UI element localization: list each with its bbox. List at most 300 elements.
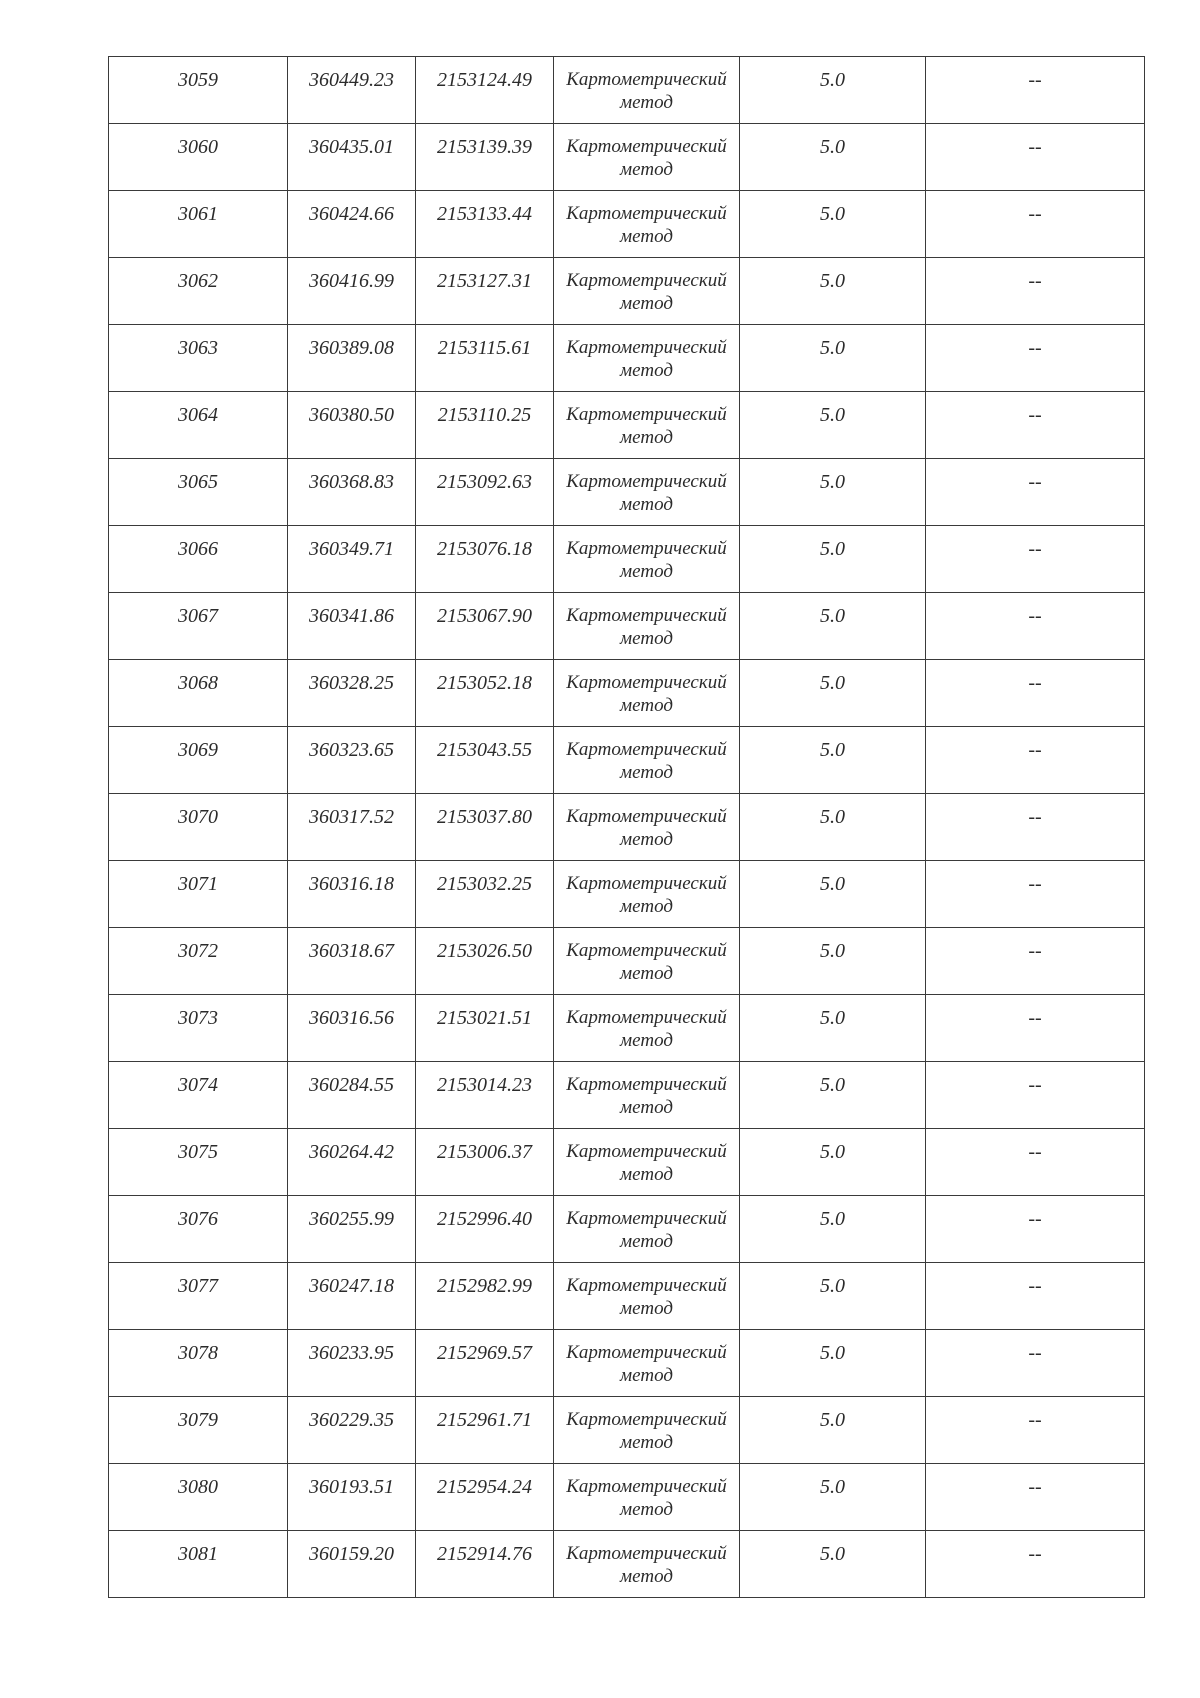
method-line-2: метод xyxy=(620,293,673,314)
method-cell xyxy=(554,1531,740,1598)
accuracy-value: 5.0 xyxy=(820,136,845,158)
note-cell xyxy=(926,1397,1145,1464)
method-line-2: метод xyxy=(620,1030,673,1051)
method-line-2: метод xyxy=(620,427,673,448)
note-value: -- xyxy=(1028,203,1042,225)
accuracy-value: 5.0 xyxy=(820,203,845,225)
x-coordinate-cell xyxy=(288,57,416,124)
method-text xyxy=(554,1531,739,1588)
point-number: 3062 xyxy=(178,270,218,292)
accuracy-cell xyxy=(740,1531,926,1598)
note-cell xyxy=(926,526,1145,593)
method-line-2: метод xyxy=(620,1097,673,1118)
method-line-2: метод xyxy=(620,1499,673,1520)
x-coordinate: 360264.42 xyxy=(309,1141,394,1163)
method-line-1: Картометрический xyxy=(566,605,727,626)
note-cell xyxy=(926,593,1145,660)
note-value: -- xyxy=(1028,69,1042,91)
x-coordinate: 360323.65 xyxy=(309,739,394,761)
y-coordinate: 2152969.57 xyxy=(437,1342,532,1364)
table-row xyxy=(109,593,1145,660)
y-coordinate: 2153115.61 xyxy=(437,337,532,359)
y-coordinate: 2153032.25 xyxy=(437,873,532,895)
coordinates-table-body xyxy=(109,57,1145,1598)
method-text xyxy=(554,325,739,382)
note-value: -- xyxy=(1028,1409,1042,1431)
document-page xyxy=(108,56,1144,1598)
method-line-1: Картометрический xyxy=(566,1409,727,1430)
x-coordinate-cell xyxy=(288,459,416,526)
point-number-cell xyxy=(109,1129,288,1196)
method-line-2: метод xyxy=(620,92,673,113)
note-cell xyxy=(926,660,1145,727)
method-line-1: Картометрический xyxy=(566,538,727,559)
method-text xyxy=(554,660,739,717)
accuracy-cell xyxy=(740,1397,926,1464)
point-number-cell xyxy=(109,392,288,459)
method-cell xyxy=(554,526,740,593)
x-coordinate-cell xyxy=(288,1196,416,1263)
note-cell xyxy=(926,124,1145,191)
accuracy-cell xyxy=(740,1464,926,1531)
table-row xyxy=(109,1531,1145,1598)
x-coordinate: 360159.20 xyxy=(309,1543,394,1565)
accuracy-cell xyxy=(740,995,926,1062)
y-coordinate-cell xyxy=(416,1129,554,1196)
accuracy-cell xyxy=(740,191,926,258)
method-cell xyxy=(554,1263,740,1330)
table-row xyxy=(109,526,1145,593)
x-coordinate: 360368.83 xyxy=(309,471,394,493)
y-coordinate: 2152982.99 xyxy=(437,1275,532,1297)
y-coordinate-cell xyxy=(416,1531,554,1598)
table-row xyxy=(109,1330,1145,1397)
note-cell xyxy=(926,459,1145,526)
y-coordinate: 2153076.18 xyxy=(437,538,532,560)
method-line-1: Картометрический xyxy=(566,203,727,224)
method-line-2: метод xyxy=(620,829,673,850)
method-text xyxy=(554,1397,739,1454)
note-cell xyxy=(926,258,1145,325)
y-coordinate-cell xyxy=(416,995,554,1062)
method-line-2: метод xyxy=(620,1566,673,1587)
accuracy-value: 5.0 xyxy=(820,471,845,493)
point-number-cell xyxy=(109,928,288,995)
x-coordinate-cell xyxy=(288,928,416,995)
method-text xyxy=(554,861,739,918)
x-coordinate-cell xyxy=(288,1330,416,1397)
method-line-2: метод xyxy=(620,1432,673,1453)
y-coordinate: 2153110.25 xyxy=(437,404,532,426)
y-coordinate-cell xyxy=(416,1330,554,1397)
point-number: 3080 xyxy=(178,1476,218,1498)
method-line-2: метод xyxy=(620,494,673,515)
table-row xyxy=(109,660,1145,727)
point-number: 3070 xyxy=(178,806,218,828)
table-row xyxy=(109,861,1145,928)
note-value: -- xyxy=(1028,1275,1042,1297)
accuracy-value: 5.0 xyxy=(820,1007,845,1029)
point-number: 3065 xyxy=(178,471,218,493)
y-coordinate-cell xyxy=(416,258,554,325)
accuracy-value: 5.0 xyxy=(820,1074,845,1096)
point-number: 3081 xyxy=(178,1543,218,1565)
x-coordinate: 360255.99 xyxy=(309,1208,394,1230)
method-line-1: Картометрический xyxy=(566,136,727,157)
accuracy-cell xyxy=(740,459,926,526)
x-coordinate: 360389.08 xyxy=(309,337,394,359)
note-value: -- xyxy=(1028,605,1042,627)
accuracy-cell xyxy=(740,1196,926,1263)
method-line-1: Картометрический xyxy=(566,739,727,760)
method-line-1: Картометрический xyxy=(566,1476,727,1497)
table-row xyxy=(109,794,1145,861)
x-coordinate: 360316.56 xyxy=(309,1007,394,1029)
y-coordinate-cell xyxy=(416,1397,554,1464)
method-text xyxy=(554,459,739,516)
method-cell xyxy=(554,392,740,459)
method-line-1: Картометрический xyxy=(566,471,727,492)
x-coordinate: 360316.18 xyxy=(309,873,394,895)
method-cell xyxy=(554,1062,740,1129)
accuracy-cell xyxy=(740,526,926,593)
method-line-2: метод xyxy=(620,1298,673,1319)
method-cell xyxy=(554,325,740,392)
x-coordinate: 360424.66 xyxy=(309,203,394,225)
method-line-2: метод xyxy=(620,1164,673,1185)
method-text xyxy=(554,727,739,784)
method-line-1: Картометрический xyxy=(566,337,727,358)
method-cell xyxy=(554,1196,740,1263)
method-line-1: Картометрический xyxy=(566,1007,727,1028)
point-number-cell xyxy=(109,1196,288,1263)
point-number-cell xyxy=(109,861,288,928)
note-value: -- xyxy=(1028,404,1042,426)
x-coordinate-cell xyxy=(288,526,416,593)
note-cell xyxy=(926,727,1145,794)
point-number-cell xyxy=(109,258,288,325)
method-line-1: Картометрический xyxy=(566,1275,727,1296)
method-cell xyxy=(554,191,740,258)
accuracy-cell xyxy=(740,325,926,392)
point-number-cell xyxy=(109,325,288,392)
accuracy-cell xyxy=(740,727,926,794)
point-number-cell xyxy=(109,1464,288,1531)
method-line-1: Картометрический xyxy=(566,806,727,827)
method-cell xyxy=(554,928,740,995)
table-row xyxy=(109,727,1145,794)
x-coordinate-cell xyxy=(288,191,416,258)
method-text xyxy=(554,57,739,114)
x-coordinate: 360318.67 xyxy=(309,940,394,962)
accuracy-cell xyxy=(740,928,926,995)
point-number: 3071 xyxy=(178,873,218,895)
method-text xyxy=(554,1196,739,1253)
x-coordinate: 360284.55 xyxy=(309,1074,394,1096)
note-cell xyxy=(926,1464,1145,1531)
note-cell xyxy=(926,1263,1145,1330)
note-value: -- xyxy=(1028,1074,1042,1096)
point-number-cell xyxy=(109,124,288,191)
method-text xyxy=(554,593,739,650)
y-coordinate: 2152996.40 xyxy=(437,1208,532,1230)
accuracy-cell xyxy=(740,124,926,191)
y-coordinate-cell xyxy=(416,392,554,459)
y-coordinate: 2153052.18 xyxy=(437,672,532,694)
note-cell xyxy=(926,1531,1145,1598)
x-coordinate-cell xyxy=(288,1129,416,1196)
y-coordinate: 2153067.90 xyxy=(437,605,532,627)
method-line-1: Картометрический xyxy=(566,873,727,894)
x-coordinate-cell xyxy=(288,861,416,928)
note-cell xyxy=(926,191,1145,258)
point-number: 3063 xyxy=(178,337,218,359)
accuracy-value: 5.0 xyxy=(820,404,845,426)
y-coordinate: 2153043.55 xyxy=(437,739,532,761)
method-text xyxy=(554,392,739,449)
point-number: 3075 xyxy=(178,1141,218,1163)
y-coordinate: 2153124.49 xyxy=(437,69,532,91)
accuracy-value: 5.0 xyxy=(820,1409,845,1431)
method-text xyxy=(554,124,739,181)
note-cell xyxy=(926,392,1145,459)
point-number: 3078 xyxy=(178,1342,218,1364)
x-coordinate: 360193.51 xyxy=(309,1476,394,1498)
y-coordinate-cell xyxy=(416,124,554,191)
method-cell xyxy=(554,794,740,861)
table-row xyxy=(109,995,1145,1062)
method-cell xyxy=(554,258,740,325)
method-cell xyxy=(554,727,740,794)
y-coordinate-cell xyxy=(416,1062,554,1129)
y-coordinate: 2153026.50 xyxy=(437,940,532,962)
x-coordinate: 360349.71 xyxy=(309,538,394,560)
y-coordinate-cell xyxy=(416,660,554,727)
point-number-cell xyxy=(109,1531,288,1598)
y-coordinate-cell xyxy=(416,1464,554,1531)
y-coordinate: 2152954.24 xyxy=(437,1476,532,1498)
y-coordinate-cell xyxy=(416,727,554,794)
accuracy-cell xyxy=(740,1263,926,1330)
y-coordinate: 2153127.31 xyxy=(437,270,532,292)
table-row xyxy=(109,57,1145,124)
method-line-2: метод xyxy=(620,159,673,180)
point-number: 3067 xyxy=(178,605,218,627)
note-value: -- xyxy=(1028,873,1042,895)
note-value: -- xyxy=(1028,538,1042,560)
y-coordinate: 2152961.71 xyxy=(437,1409,532,1431)
table-row xyxy=(109,124,1145,191)
note-value: -- xyxy=(1028,1208,1042,1230)
method-text xyxy=(554,1263,739,1320)
method-cell xyxy=(554,459,740,526)
method-cell xyxy=(554,124,740,191)
accuracy-value: 5.0 xyxy=(820,1275,845,1297)
point-number-cell xyxy=(109,794,288,861)
point-number-cell xyxy=(109,459,288,526)
point-number-cell xyxy=(109,191,288,258)
point-number: 3068 xyxy=(178,672,218,694)
y-coordinate-cell xyxy=(416,928,554,995)
method-text xyxy=(554,928,739,985)
table-row xyxy=(109,325,1145,392)
note-value: -- xyxy=(1028,1476,1042,1498)
x-coordinate-cell xyxy=(288,392,416,459)
note-value: -- xyxy=(1028,136,1042,158)
x-coordinate: 360328.25 xyxy=(309,672,394,694)
point-number: 3059 xyxy=(178,69,218,91)
point-number: 3079 xyxy=(178,1409,218,1431)
note-cell xyxy=(926,794,1145,861)
method-cell xyxy=(554,1397,740,1464)
method-line-2: метод xyxy=(620,561,673,582)
method-line-2: метод xyxy=(620,226,673,247)
x-coordinate-cell xyxy=(288,727,416,794)
x-coordinate: 360380.50 xyxy=(309,404,394,426)
method-line-2: метод xyxy=(620,762,673,783)
accuracy-value: 5.0 xyxy=(820,605,845,627)
accuracy-value: 5.0 xyxy=(820,337,845,359)
note-cell xyxy=(926,995,1145,1062)
table-row xyxy=(109,191,1145,258)
point-number: 3074 xyxy=(178,1074,218,1096)
method-cell xyxy=(554,995,740,1062)
method-text xyxy=(554,1062,739,1119)
note-cell xyxy=(926,1196,1145,1263)
note-value: -- xyxy=(1028,1342,1042,1364)
x-coordinate-cell xyxy=(288,995,416,1062)
note-value: -- xyxy=(1028,940,1042,962)
x-coordinate-cell xyxy=(288,794,416,861)
method-text xyxy=(554,995,739,1052)
method-cell xyxy=(554,861,740,928)
y-coordinate: 2153139.39 xyxy=(437,136,532,158)
method-text xyxy=(554,191,739,248)
method-text xyxy=(554,794,739,851)
y-coordinate-cell xyxy=(416,526,554,593)
method-line-2: метод xyxy=(620,1231,673,1252)
table-row xyxy=(109,1196,1145,1263)
point-number: 3077 xyxy=(178,1275,218,1297)
method-line-2: метод xyxy=(620,1365,673,1386)
accuracy-cell xyxy=(740,794,926,861)
x-coordinate: 360435.01 xyxy=(309,136,394,158)
x-coordinate-cell xyxy=(288,325,416,392)
x-coordinate-cell xyxy=(288,1531,416,1598)
coordinates-table xyxy=(108,56,1145,1598)
accuracy-value: 5.0 xyxy=(820,1476,845,1498)
method-text xyxy=(554,526,739,583)
y-coordinate-cell xyxy=(416,191,554,258)
accuracy-value: 5.0 xyxy=(820,1342,845,1364)
note-value: -- xyxy=(1028,1543,1042,1565)
method-line-1: Картометрический xyxy=(566,69,727,90)
point-number-cell xyxy=(109,526,288,593)
method-text xyxy=(554,1464,739,1521)
point-number-cell xyxy=(109,1062,288,1129)
method-text xyxy=(554,258,739,315)
point-number-cell xyxy=(109,1263,288,1330)
point-number: 3061 xyxy=(178,203,218,225)
method-line-2: метод xyxy=(620,360,673,381)
y-coordinate-cell xyxy=(416,593,554,660)
method-line-1: Картометрический xyxy=(566,404,727,425)
note-cell xyxy=(926,325,1145,392)
accuracy-cell xyxy=(740,392,926,459)
method-text xyxy=(554,1129,739,1186)
point-number-cell xyxy=(109,995,288,1062)
table-row xyxy=(109,258,1145,325)
method-cell xyxy=(554,1330,740,1397)
method-line-1: Картометрический xyxy=(566,1342,727,1363)
y-coordinate: 2153006.37 xyxy=(437,1141,532,1163)
method-line-1: Картометрический xyxy=(566,1141,727,1162)
accuracy-cell xyxy=(740,258,926,325)
accuracy-cell xyxy=(740,593,926,660)
accuracy-value: 5.0 xyxy=(820,739,845,761)
note-cell xyxy=(926,1062,1145,1129)
method-cell xyxy=(554,57,740,124)
x-coordinate-cell xyxy=(288,660,416,727)
x-coordinate-cell xyxy=(288,1464,416,1531)
y-coordinate: 2153037.80 xyxy=(437,806,532,828)
accuracy-cell xyxy=(740,1062,926,1129)
y-coordinate-cell xyxy=(416,861,554,928)
method-line-2: метод xyxy=(620,628,673,649)
x-coordinate-cell xyxy=(288,593,416,660)
x-coordinate: 360247.18 xyxy=(309,1275,394,1297)
accuracy-cell xyxy=(740,57,926,124)
point-number-cell xyxy=(109,1330,288,1397)
x-coordinate-cell xyxy=(288,1062,416,1129)
x-coordinate: 360341.86 xyxy=(309,605,394,627)
note-value: -- xyxy=(1028,471,1042,493)
point-number: 3060 xyxy=(178,136,218,158)
accuracy-value: 5.0 xyxy=(820,1141,845,1163)
accuracy-value: 5.0 xyxy=(820,806,845,828)
method-text xyxy=(554,1330,739,1387)
note-cell xyxy=(926,928,1145,995)
x-coordinate-cell xyxy=(288,1397,416,1464)
note-value: -- xyxy=(1028,1141,1042,1163)
method-line-1: Картометрический xyxy=(566,672,727,693)
x-coordinate: 360416.99 xyxy=(309,270,394,292)
note-cell xyxy=(926,57,1145,124)
table-row xyxy=(109,1397,1145,1464)
point-number: 3076 xyxy=(178,1208,218,1230)
method-line-1: Картометрический xyxy=(566,270,727,291)
table-row xyxy=(109,459,1145,526)
x-coordinate-cell xyxy=(288,124,416,191)
y-coordinate-cell xyxy=(416,1196,554,1263)
method-line-1: Картометрический xyxy=(566,1074,727,1095)
accuracy-cell xyxy=(740,861,926,928)
table-row xyxy=(109,1464,1145,1531)
note-value: -- xyxy=(1028,672,1042,694)
method-line-2: метод xyxy=(620,963,673,984)
note-value: -- xyxy=(1028,806,1042,828)
table-row xyxy=(109,392,1145,459)
y-coordinate-cell xyxy=(416,459,554,526)
y-coordinate: 2153014.23 xyxy=(437,1074,532,1096)
accuracy-value: 5.0 xyxy=(820,270,845,292)
method-cell xyxy=(554,1129,740,1196)
note-value: -- xyxy=(1028,337,1042,359)
x-coordinate: 360449.23 xyxy=(309,69,394,91)
table-row xyxy=(109,1263,1145,1330)
y-coordinate: 2153092.63 xyxy=(437,471,532,493)
accuracy-value: 5.0 xyxy=(820,1543,845,1565)
